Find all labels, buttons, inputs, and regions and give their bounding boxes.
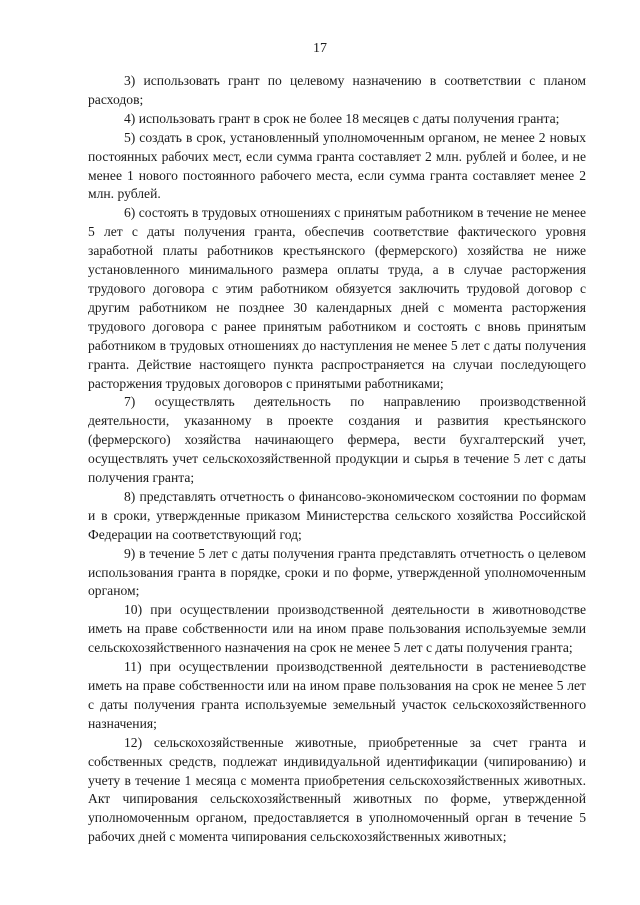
page-number: 17 (313, 41, 327, 56)
paragraph-item-12: 12) сельскохозяйственные животные, приобретенные за счет гранта и собственных средств, подлежат индивидуальной идентификации (чипированию) и учету в течение 1 месяца с момента приобретения сельскохозяйственных животных. Акт чипирования сельскохозяйственный животных по форме, утвержденной уполномоченным органом, предоставляется в уполномоченный орган в течение 5 рабочих дней с момента чипирования сельскохозяйственных животных; (88, 734, 586, 845)
paragraph-item-10: 10) при осуществлении производственной деятельности в животноводстве иметь на праве собственности или на ином праве пользования используемые земли сельскохозяйственного назначения на срок не менее 5 лет с даты получения гранта; (88, 602, 586, 656)
document-body (88, 72, 586, 847)
paragraph-item-11: 11) при осуществлении производственной деятельности в растениеводстве иметь на праве собственности или на ином праве пользования на срок не менее 5 лет с даты получения гранта используемые земельный участок сельскохозяйственного назначения; (88, 659, 586, 731)
paragraph-item-8: 8) представлять отчетность о финансово-экономическом состоянии по формам и в сроки, утвержденные приказом Министерства сельского хозяйства Российской Федерации на соответствующий год; (88, 488, 586, 542)
paragraph-item-6: 6) состоять в трудовых отношениях с принятым работником в течение не менее 5 лет с даты получения гранта, обеспечив соответствие фактического уровня заработной платы работников крестьянского (фермерского) хозяйства не ниже установленного минимального размера оплаты труда, а в случае расторжения трудового договора с этим работником обязуется заключить трудовой договор с другим работником не позднее 30 календарных дней с момента расторжения трудового договора с ранее принятым работником и состоять с вновь принятым работником в трудовых отношениях до наступления не менее 5 лет с даты получения гранта. Действие настоящего пункта распространяется на случаи последующего расторжения трудовых договоров с принятыми работниками; (88, 205, 586, 391)
paragraph-item-5: 5) создать в срок, установленный уполномоченным органом, не менее 2 новых постоянных рабочих мест, если сумма гранта составляет 2 млн. рублей и более, и не менее 1 нового постоянного рабочего места, если сумма гранта составляет менее 2 млн. рублей. (88, 129, 586, 202)
paragraph-item-7: 7) осуществлять деятельность по направлению производственной деятельности, указанному в проекте создания и развития крестьянского (фермерского) хозяйства начинающего фермера, вести бухгалтерский учет, осуществлять учет сельскохозяйственной продукции и сырья в течение 5 лет с даты получения гранта; (88, 394, 586, 486)
paragraph-item-9: 9) в течение 5 лет с даты получения гранта представлять отчетность о целевом использования гранта в порядке, сроки и по форме, утвержденной уполномоченным органом; (88, 545, 586, 599)
paragraph-item-3: 3) использовать грант по целевому назначению в соответствии с планом расходов; (88, 73, 586, 107)
paragraph-item-4: 4) использовать грант в срок не более 18 месяцев с даты получения гранта; (124, 110, 560, 126)
